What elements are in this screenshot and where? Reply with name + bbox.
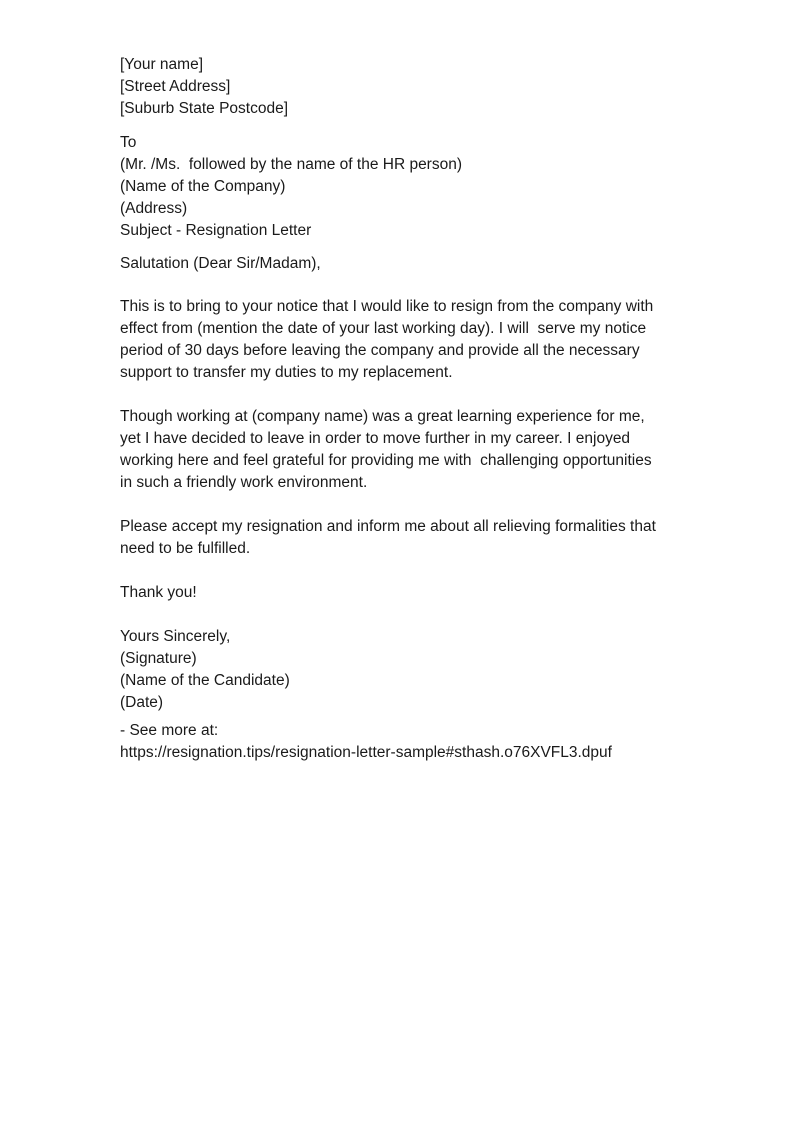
paragraph-line: support to transfer my duties to my replacement. — [120, 364, 453, 381]
date-placeholder: (Date) — [120, 694, 164, 711]
candidate-name-placeholder: (Name of the Candidate) — [120, 672, 290, 689]
body-paragraph-2 — [120, 406, 720, 494]
paragraph-line: period of 30 days before leaving the company and provide all the necessary — [120, 342, 640, 359]
paragraph-line: in such a friendly work environment. — [120, 474, 368, 491]
paragraph-line: effect from (mention the date of your last working day). I will serve my notice — [120, 320, 647, 337]
thank-you — [120, 582, 720, 604]
paragraph-line: need to be fulfilled. — [120, 540, 251, 557]
letter-subject: Subject - Resignation Letter — [120, 222, 312, 239]
recipient-hr-person: (Mr. /Ms. followed by the name of the HR person) — [120, 156, 462, 173]
source-reference — [120, 720, 720, 764]
paragraph-line: yet I have decided to leave in order to move further in my career. I enjoyed — [120, 430, 631, 447]
see-more-label: - See more at: — [120, 722, 219, 739]
signature-placeholder: (Signature) — [120, 650, 197, 667]
body-paragraph-3 — [120, 516, 720, 560]
recipient-address-line: (Address) — [120, 200, 188, 217]
recipient-company: (Name of the Company) — [120, 178, 286, 195]
recipient-address — [120, 132, 720, 242]
sender-name: [Your name] — [120, 56, 204, 73]
closing-block — [120, 626, 720, 714]
recipient-to: To — [120, 134, 137, 151]
body-paragraph-1 — [120, 296, 720, 384]
paragraph-line: working here and feel grateful for providing me with challenging opportunities — [120, 452, 652, 469]
sender-suburb: [Suburb State Postcode] — [120, 100, 289, 117]
paragraph-line: This is to bring to your notice that I would like to resign from the company with — [120, 298, 654, 315]
sender-address — [120, 54, 720, 120]
salutation-text: Salutation (Dear Sir/Madam), — [120, 255, 321, 272]
sender-street: [Street Address] — [120, 78, 231, 95]
thank-you-text: Thank you! — [120, 584, 197, 601]
salutation — [120, 253, 720, 275]
paragraph-line: Though working at (company name) was a great learning experience for me, — [120, 408, 645, 425]
source-url: https://resignation.tips/resignation-letter-sample#sthash.o76XVFL3.dpuf — [120, 744, 612, 761]
closing-phrase: Yours Sincerely, — [120, 628, 231, 645]
paragraph-line: Please accept my resignation and inform me about all relieving formalities that — [120, 518, 656, 535]
